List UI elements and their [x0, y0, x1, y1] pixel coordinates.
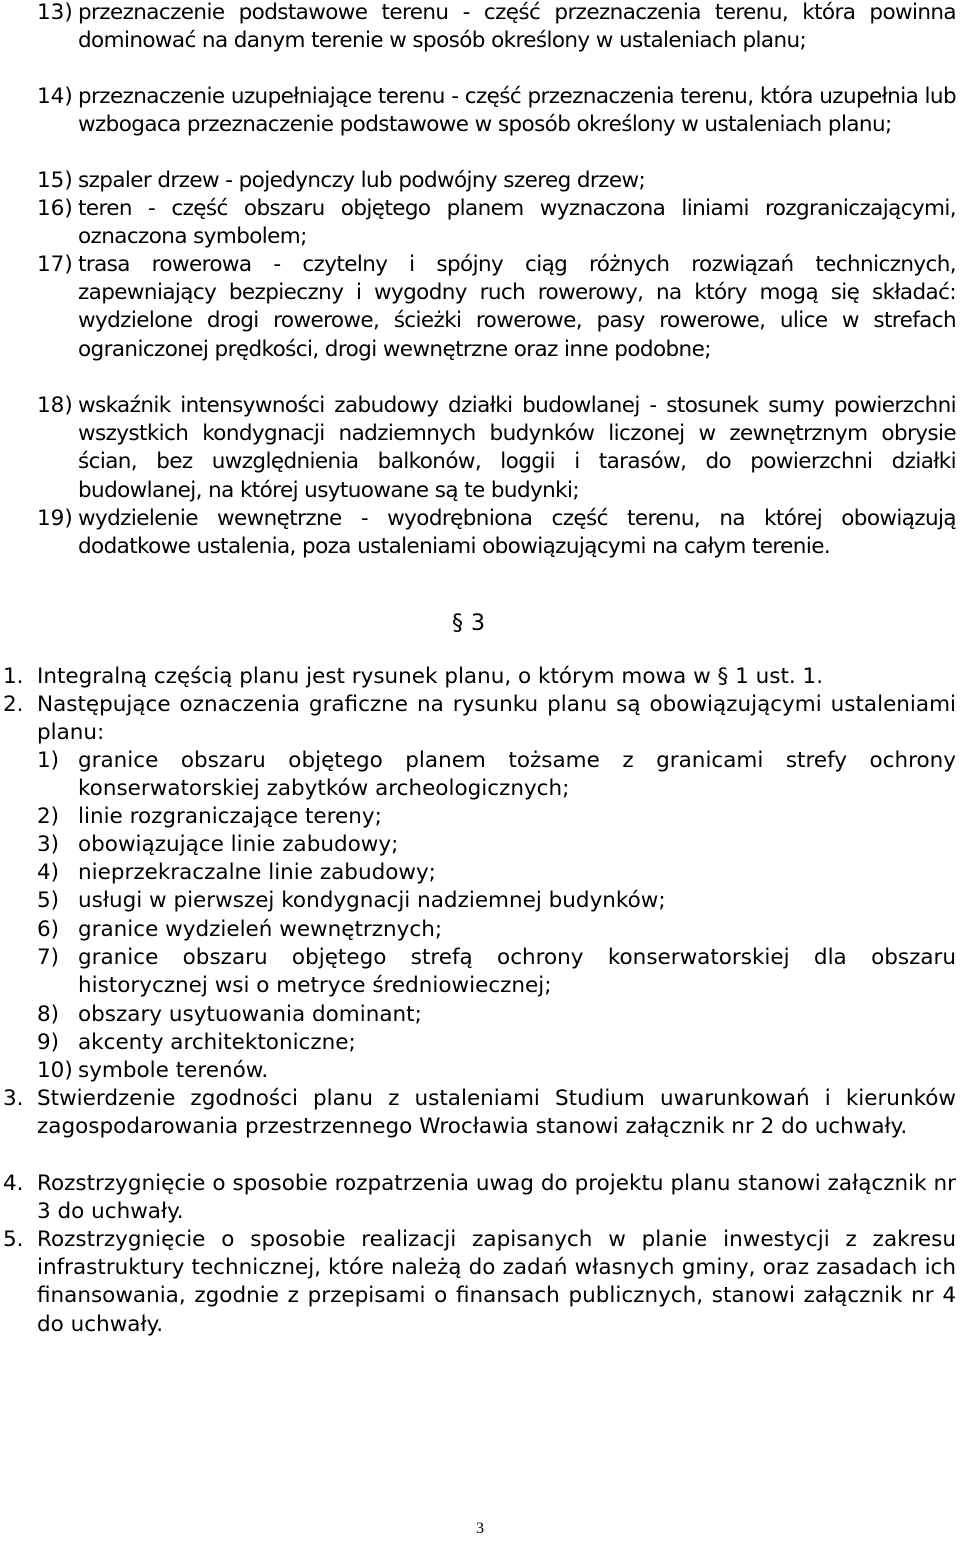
page-number: 3 — [476, 1520, 484, 1537]
list-number: 17) — [37, 252, 73, 277]
section-heading — [452, 610, 485, 638]
list-text: symbole terenów. — [78, 1058, 269, 1083]
list-text: granice obszaru objętego strefą ochrony konserwatorskiej dla obszaru historycznej wsi o metryce średniowiecznej; — [78, 945, 956, 999]
paragraph-number: 5. — [3, 1227, 24, 1252]
list-number: 19) — [37, 506, 73, 531]
paragraph-number: 4. — [3, 1171, 24, 1196]
list-text: obowiązujące linie zabudowy; — [78, 832, 399, 857]
paragraph-text — [37, 663, 956, 691]
list-number: 4) — [37, 860, 60, 885]
list-text: wydzielenie wewnętrzne - wyodrębniona część terenu, na której obowiązują dodatkowe ustalenia, poza ustaleniami obowiązującymi na całym terenie. — [78, 506, 956, 560]
list-text: akcenty architektoniczne; — [78, 1030, 356, 1055]
list-number: 2) — [37, 804, 60, 829]
list-text: teren - część obszaru objętego planem wyznaczona liniami rozgraniczającymi, oznaczona symbolem; — [78, 196, 956, 250]
list-number: 1) — [37, 748, 60, 773]
list-number: 5) — [37, 888, 60, 913]
list-number: 3) — [37, 832, 60, 857]
paragraph-number: 2. — [3, 692, 24, 717]
list-text: wskaźnik intensywności zabudowy działki budowlanej - stosunek sumy powierzchni wszystkich kondygnacji nadziemnych budynków liczonej w zewnętrznym obrysie ścian, bez uwzględnienia balkonów, loggii i tarasów, do powierzchni działki budowlanej, na której usytuowane są te budynki; — [78, 393, 956, 503]
section-sign-icon: § — [452, 611, 463, 636]
paragraph-text: Stwierdzenie zgodności planu z ustaleniami Studium uwarunkowań i kierunków zagospodarowania przestrzennego Wrocławia stanowi załącznik nr 2 do uchwały. — [37, 1086, 956, 1140]
list-text: usługi w pierwszej kondygnacji nadziemnej budynków; — [78, 888, 666, 913]
list-text: szpaler drzew - pojedynczy lub podwójny szereg drzew; — [78, 168, 646, 193]
paragraph-number: 3. — [3, 1086, 24, 1111]
section-sign-icon: § — [717, 664, 729, 689]
list-text: nieprzekraczalne linie zabudowy; — [78, 860, 436, 885]
list-number: 10) — [37, 1058, 73, 1083]
paragraph-text: Rozstrzygnięcie o sposobie rozpatrzenia uwag do projektu planu stanowi załącznik nr 3 do uchwały. — [37, 1171, 956, 1225]
list-number: 15) — [37, 168, 73, 193]
section-reference: 1 ust. 1. — [735, 664, 824, 689]
list-number: 18) — [37, 393, 73, 418]
list-number: 16) — [37, 196, 73, 221]
paragraph-text: Rozstrzygnięcie o sposobie realizacji zapisanych w planie inwestycji z zakresu infrastruktury technicznej, które należą do zadań własnych gminy, oraz zasadach ich finansowania, zgodnie z przepisami o finansach publicznych, stanowi załącznik nr 4 do uchwały. — [37, 1227, 956, 1337]
list-text: granice obszaru objętego planem tożsame z granicami strefy ochrony konserwatorskiej zabytków archeologicznych; — [78, 748, 956, 802]
list-number: 8) — [37, 1002, 60, 1027]
paragraph-number: 1. — [3, 664, 24, 689]
paragraph-text: Następujące oznaczenia graficzne na rysunku planu są obowiązującymi ustaleniami planu: — [37, 692, 956, 746]
list-text: obszary usytuowania dominant; — [78, 1002, 422, 1027]
section-number: 3 — [471, 611, 485, 636]
list-number: 13) — [37, 0, 73, 25]
list-number: 6) — [37, 917, 60, 942]
list-number: 14) — [37, 84, 73, 109]
list-number: 7) — [37, 945, 60, 970]
list-text: trasa rowerowa - czytelny i spójny ciąg różnych rozwiązań technicznych, zapewniający bezpieczny i wygodny ruch rowerowy, na który mogą się składać: wydzielone drogi rowerowe, ścieżki rowerowe, pasy rowerowe, ulice w strefach ograniczonej prędkości, drogi wewnętrzne oraz inne podobne; — [78, 252, 956, 362]
list-text: przeznaczenie podstawowe terenu - część przeznaczenia terenu, która powinna dominować na danym terenie w sposób określony w ustaleniach planu; — [78, 0, 956, 54]
list-number: 9) — [37, 1030, 60, 1055]
list-text: linie rozgraniczające tereny; — [78, 804, 382, 829]
list-text: przeznaczenie uzupełniające terenu - część przeznaczenia terenu, która uzupełnia lub wzbogaca przeznaczenie podstawowe w sposób określony w ustaleniach planu; — [78, 84, 956, 138]
paragraph-text-main: Integralną częścią planu jest rysunek planu, o którym mowa w — [37, 664, 711, 689]
list-text: granice wydzieleń wewnętrznych; — [78, 917, 443, 942]
